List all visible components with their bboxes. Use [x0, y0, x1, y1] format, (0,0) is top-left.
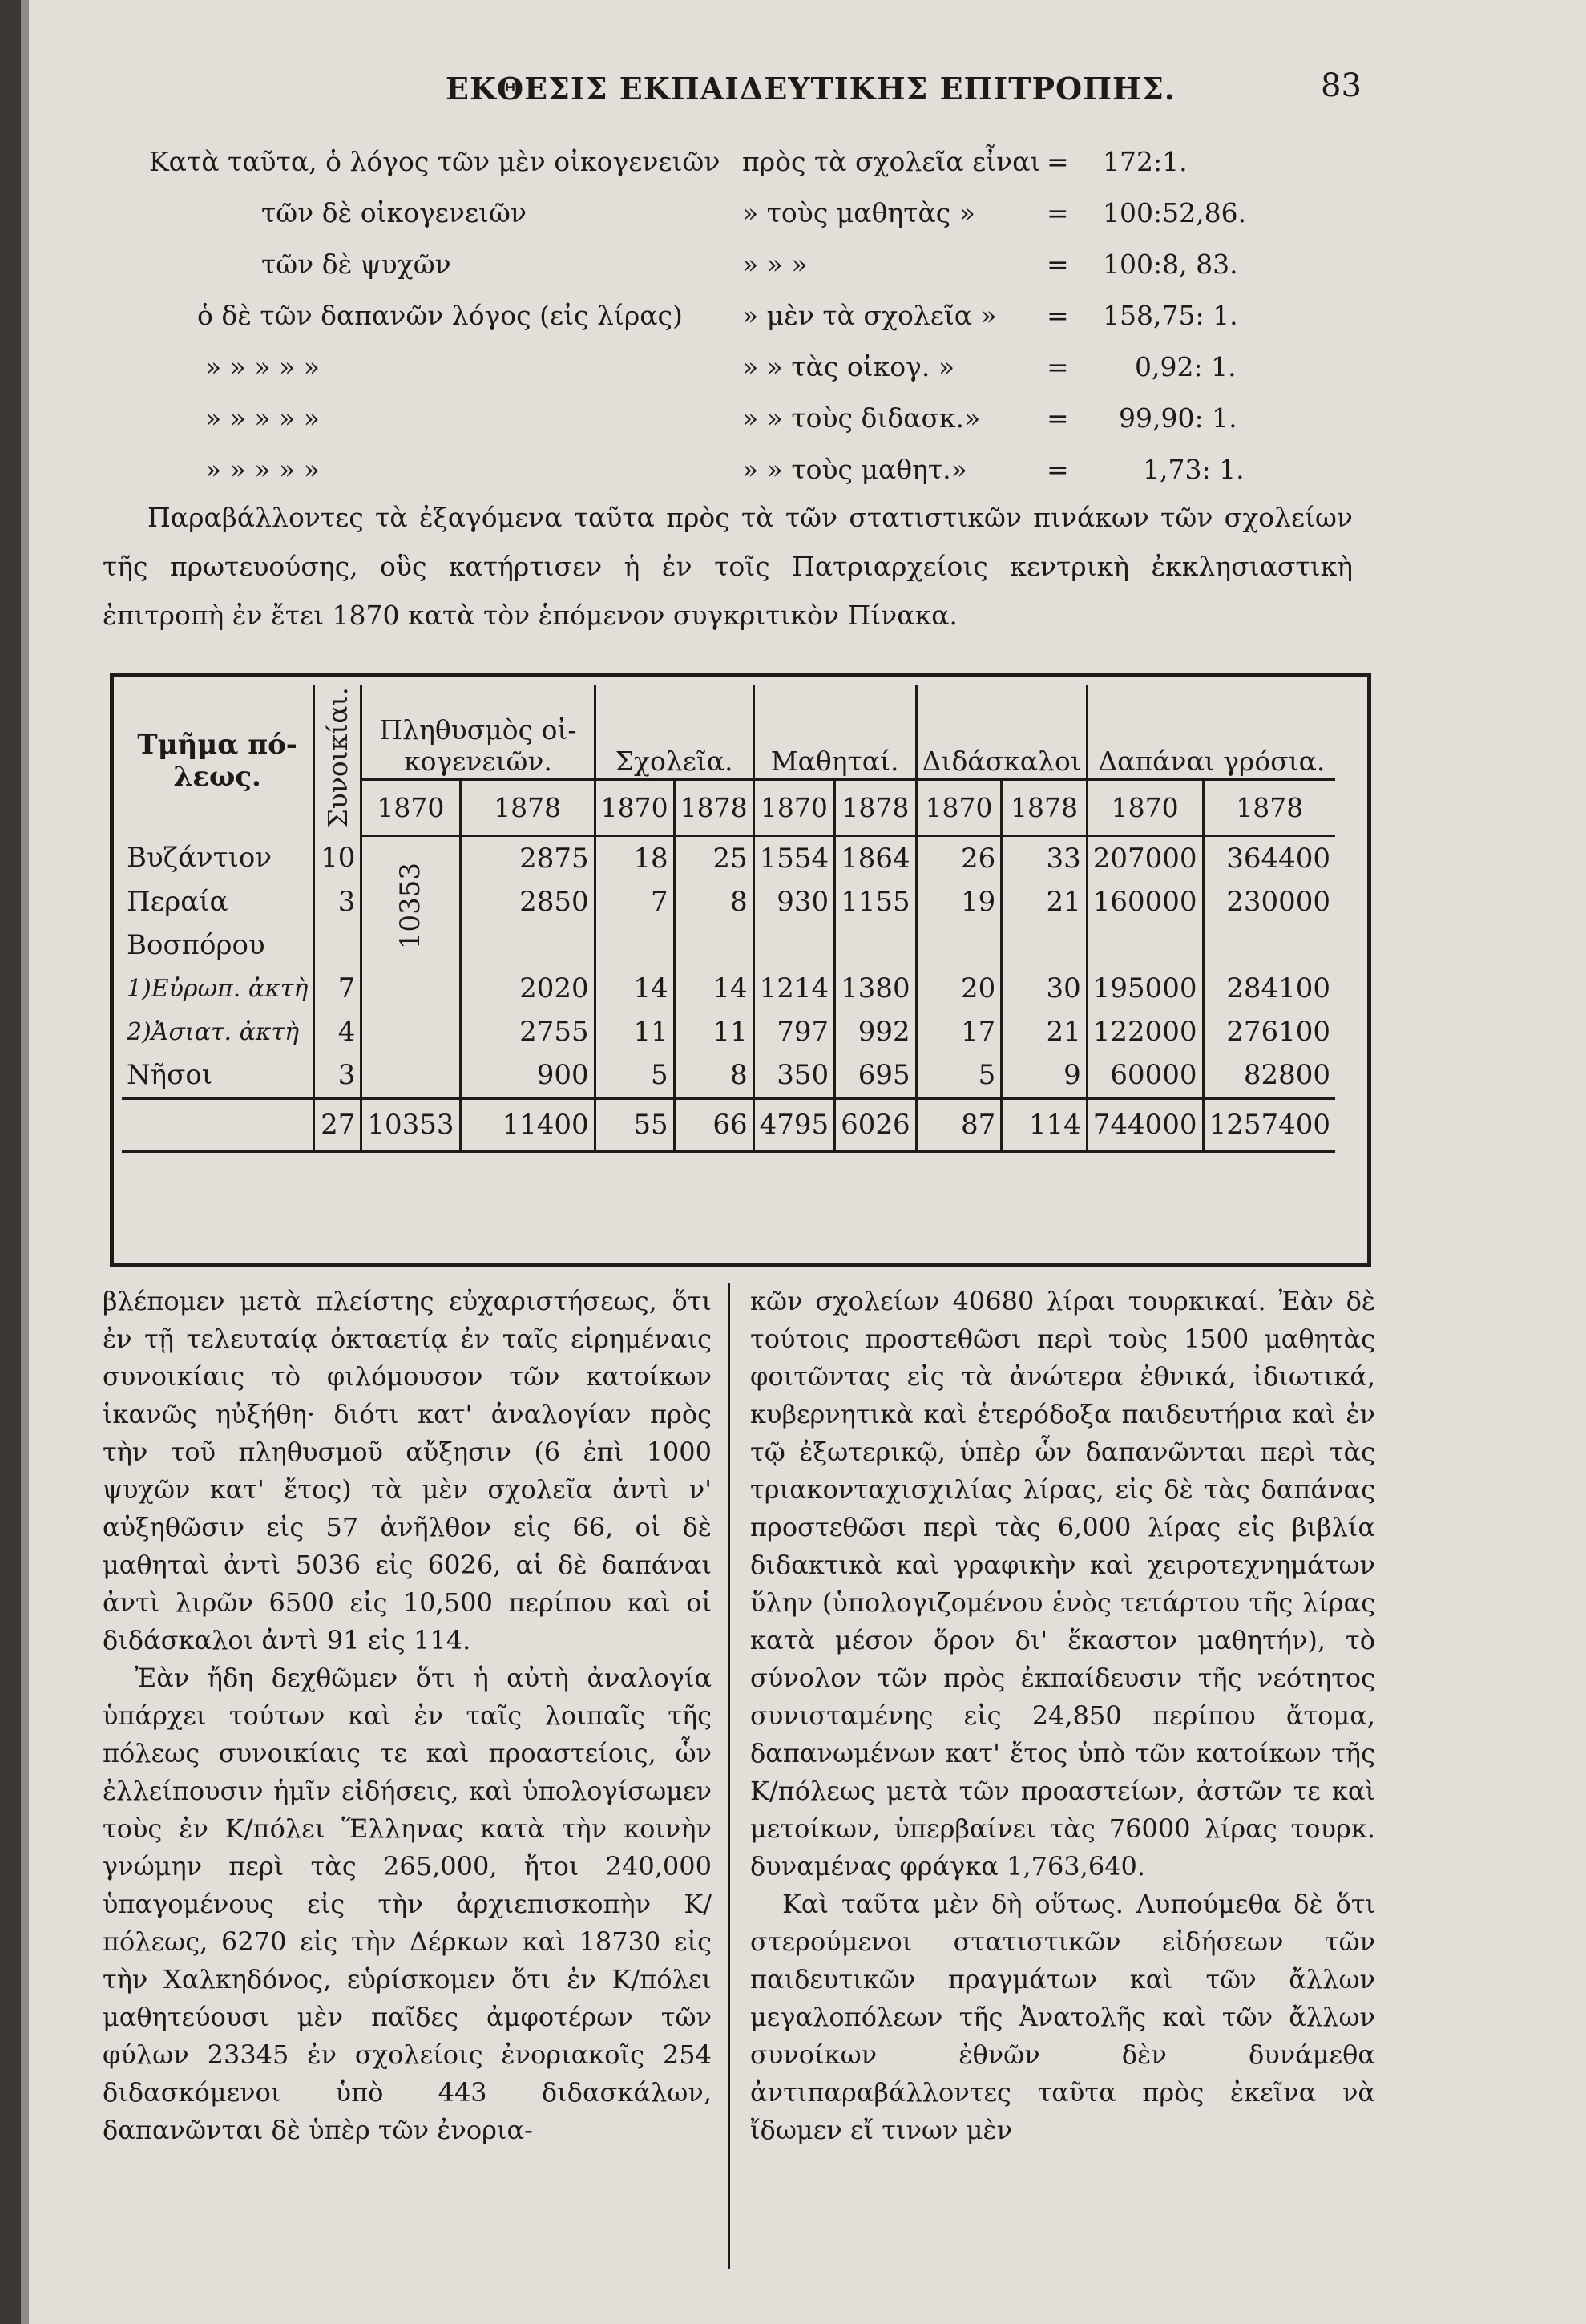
year-1870: 1870	[595, 779, 674, 835]
paragraph	[750, 1885, 1375, 2149]
total-schools-1870: 55	[595, 1098, 674, 1151]
left-column	[103, 1283, 712, 2149]
header-expenses: Δαπάναι γρόσια.	[1087, 685, 1335, 779]
year-1870: 1870	[1087, 779, 1203, 835]
cell-teachers-1878: 33	[1002, 836, 1088, 881]
total-synoikiai: 27	[314, 1098, 361, 1151]
paragraph-text: Καὶ ταῦτα μὲν δὴ οὕτως. Λυπούμεθα δὲ ὅτι στερούμενοι στατιστικῶν εἰδήσεων τῶν παιδευτικῶν πραγμάτων καὶ τῶν ἄλλων μεγαλοπόλεων τῆς Ἀνατολῆς καὶ τῶν ἄλλων συνοίκων ἐθνῶν δὲν δυνάμεθα ἀντιπαραβάλλοντες ταῦτα πρὸς ἐκεῖνα νὰ ἴδωμεν εἴ τινων μὲν	[750, 1889, 1375, 2145]
right-column	[750, 1283, 1375, 2149]
cell-synoikiai: 10	[314, 836, 361, 881]
ratio-equals: =	[1047, 351, 1069, 382]
ratio-relation: πρὸς τὰ σχολεῖα εἶναι	[742, 146, 1041, 177]
year-1870: 1870	[753, 779, 835, 835]
intro-text: Παραβάλλοντες τὰ ἐξαγόμενα ταῦτα πρὸς τὰ τῶν στατιστικῶν πινάκων τῶν σχολείων τῆς πρωτευούσης, οὓς κατήρτισεν ἡ ἐν τοῖς Πατριαρχείοις κεντρικὴ ἐκκλησιαστικὴ ἐπιτροπὴ ἐν ἔτει 1870 κατὰ τὸν ἑπόμενον συγκριτικὸν Πίνακα.	[103, 502, 1353, 631]
header-section: Τμῆμα πό-λεως.	[137, 728, 297, 793]
cell-expenses-1878: 284100	[1203, 967, 1335, 1010]
row-label: Νῆσοι	[127, 1059, 213, 1092]
total-teachers-1870: 87	[916, 1098, 1002, 1151]
ratio-equals: =	[1047, 249, 1069, 280]
cell-population-1878: 900	[460, 1053, 595, 1098]
table-header-row	[122, 685, 1335, 779]
cell-teachers-1870: 19	[916, 880, 1002, 924]
cell-expenses-1870: 160000	[1087, 880, 1203, 924]
cell-population-1878: 2020	[460, 967, 595, 1010]
total-schools-1878: 66	[674, 1098, 753, 1151]
paragraph-text: Ἐὰν ἤδη δεχθῶμεν ὅτι ἡ αὐτὴ ἀναλογία ὑπάρχει τούτων καὶ ἐν ταῖς λοιπαῖς τῆς πόλεως συνοικίαις τε καὶ προαστείοις, ὧν ἐλλείπουσιν ἡμῖν εἰδήσεις, καὶ ὑπολογίσωμεν τοὺς ἐν Κ/πόλει Ἕλληνας κατὰ τὴν κοινὴν γνώμην περὶ τὰς 265,000, ἤτοι 240,000 ὑπαγομένους εἰς τὴν ἀρχιεπισκοπὴν Κ/πόλεως, 6270 εἰς τὴν Δέρκων καὶ 18730 εἰς τὴν Χαλκηδόνος, εὑρίσκομεν ὅτι ἐν Κ/πόλει μαθητεύουσι μὲν παῖδες ἀμφοτέρων τῶν φύλων 23345 ἐν σχολείοις ἐνοριακοῖς 254 διδασκόμενοι ὑπὸ 443 διδασκάλων, δαπανῶνται δὲ ὑπὲρ τῶν ἐνορια-	[103, 1663, 712, 2145]
cell-schools-1878: 14	[674, 967, 753, 1010]
year-1878: 1878	[460, 779, 595, 835]
ratio-label: » » » » »	[205, 402, 320, 434]
paragraph: κῶν σχολείων 40680 λίραι τουρκικαί. Ἐὰν δὲ τούτοις προστεθῶσι περὶ τοὺς 1500 μαθητὰς φοιτῶντας εἰς τὰ ἀνώτερα ἐθνικά, ἰδιωτικά, κυβερνητικὰ καὶ ἑτερόδοξα παιδευτήρια καὶ ἐν τῷ ἐξωτερικῷ, ὑπὲρ ὧν δαπανῶνται περὶ τὰς τριακονταχισχιλίας λίρας, εἰς δὲ τὰς δαπάνας προστεθῶσι περὶ τὰς 6,000 λίρας εἰς βιβλία διδακτικὰ καὶ γραφικὴν καὶ χειροτεχνημάτων ὕλην (ὑπολογιζομένου ἑνὸς τετάρτου τῆς λίρας κατὰ μέσον ὅρον δι' ἕκαστον μαθητήν), τὸ σύνολον τῶν πρὸς ἐκπαίδευσιν τῆς νεότητος συνισταμένης εἰς 24,850 περίπου ἄτομα, δαπανωμένων κατ' ἔτος ὑπὸ τῶν κατοίκων τῆς Κ/πόλεως μετὰ τῶν προαστείων, ἀστῶν τε καὶ μετοίκων, ὑπερβαίνει τὰς 76000 λίρας τουρκ. δυναμένας φράγκα 1,763,640.	[750, 1286, 1375, 1881]
table-row	[122, 880, 1335, 924]
total-students-1878: 6026	[835, 1098, 917, 1151]
cell-synoikiai: 7	[314, 967, 361, 1010]
ratio-value: 100:8, 83.	[1103, 249, 1238, 280]
cell-students-1878: 992	[835, 1010, 917, 1053]
cell-population-1878: 2850	[460, 880, 595, 924]
paragraph: βλέπομεν μετὰ πλείστης εὐχαριστήσεως, ὅτι ἐν τῇ τελευταίᾳ ὀκταετίᾳ ἐν ταῖς εἰρημέναις συνοικίαις τὸ φιλόμουσον τῶν κατοίκων ἱκανῶς ηὐξήθη· διότι κατ' ἀναλογίαν πρὸς τὴν τοῦ πληθυσμοῦ αὔξησιν (6 ἐπὶ 1000 ψυχῶν κατ' ἔτος) τὰ μὲν σχολεῖα ἀντὶ ν' αὐξηθῶσιν εἰς 57 ἀνῆλθον εἰς 66, οἱ δὲ μαθηταὶ ἀντὶ 5036 εἰς 6026, αἱ δὲ δαπάναι ἀντὶ λιρῶν 6500 εἰς 10,500 περίπου καὶ οἱ διδάσκαλοι ἀντὶ 91 εἰς 114.	[103, 1286, 712, 1655]
row-label: Βυζάντιον	[127, 842, 272, 875]
binding-edge	[21, 0, 29, 2324]
book-page	[29, 0, 1586, 2324]
ratio-label: » » » » »	[205, 351, 320, 382]
total-teachers-1878: 114	[1002, 1098, 1088, 1151]
cell-students-1878: 1864	[835, 836, 917, 881]
total-label-empty	[122, 1098, 314, 1151]
cell-synoikiai: 3	[314, 1053, 361, 1098]
header-synoikiai	[314, 685, 361, 836]
table-row	[122, 836, 1335, 881]
cell-teachers-1870: 26	[916, 836, 1002, 881]
book-binding	[0, 0, 21, 2324]
comparison-table	[122, 685, 1335, 1153]
cell-students-1870: 930	[753, 880, 835, 924]
cell-schools-1878: 8	[674, 1053, 753, 1098]
total-population-1878: 11400	[460, 1098, 595, 1151]
ratio-relation: » » τοὺς διδασκ.»	[742, 402, 981, 434]
year-1878: 1878	[835, 779, 917, 835]
cell-expenses-1870: 122000	[1087, 1010, 1203, 1053]
row-label: 1)Εὐρωπ. ἀκτὴ	[127, 974, 309, 1003]
cell-students-1878: 695	[835, 1053, 917, 1098]
year-1870: 1870	[916, 779, 1002, 835]
ratio-equals: =	[1047, 146, 1069, 177]
cell-schools-1870: 7	[595, 880, 674, 924]
ratio-value: 158,75: 1.	[1103, 300, 1238, 331]
cell-students-1870: 797	[753, 1010, 835, 1053]
table-row	[122, 967, 1335, 1010]
cell-expenses-1870: 207000	[1087, 836, 1203, 881]
cell-students-1870: 1214	[753, 967, 835, 1010]
intro-paragraph	[103, 493, 1353, 640]
cell-expenses-1878: 82800	[1203, 1053, 1335, 1098]
table-row	[122, 1053, 1335, 1098]
ratio-value: 0,92: 1.	[1135, 351, 1237, 382]
total-students-1870: 4795	[753, 1098, 835, 1151]
cell-teachers-1870: 5	[916, 1053, 1002, 1098]
year-1870: 1870	[361, 779, 460, 835]
ratio-value: 100:52,86.	[1103, 197, 1247, 228]
header-students: Μαθηταί.	[753, 685, 916, 779]
ratio-relation: » μὲν τὰ σχολεῖα »	[742, 300, 997, 331]
cell-schools-1878: 11	[674, 1010, 753, 1053]
cell-schools-1870: 18	[595, 836, 674, 881]
cell-teachers-1870: 20	[916, 967, 1002, 1010]
cell-schools-1878: 25	[674, 836, 753, 881]
cell-expenses-1870: 195000	[1087, 967, 1203, 1010]
ratio-relation: » » »	[742, 249, 808, 280]
header-schools: Σχολεῖα.	[595, 685, 753, 779]
ratio-relation: » » τοὺς μαθητ.»	[742, 454, 967, 485]
cell-teachers-1878: 9	[1002, 1053, 1088, 1098]
ratio-equals: =	[1047, 197, 1069, 228]
cell-population-1878: 2755	[460, 1010, 595, 1053]
cell-students-1870: 1554	[753, 836, 835, 881]
table-total-row	[122, 1098, 1335, 1151]
running-header-title: ΕΚΘΕΣΙΣ ΕΚΠΑΙΔΕΥΤΙΚΗΣ ΕΠΙΤΡΟΠΗΣ.	[446, 71, 1176, 107]
year-1878: 1878	[1002, 779, 1088, 835]
header-synoikiai-text: Συνοικίαι.	[321, 687, 353, 828]
cell-expenses-1878: 276100	[1203, 1010, 1335, 1053]
page-number: 83	[1321, 67, 1362, 104]
ratio-equals: =	[1047, 454, 1069, 485]
cell-schools-1878: 8	[674, 880, 753, 924]
ratio-value: 1,73: 1.	[1143, 454, 1245, 485]
ratio-relation: » » τὰς οἰκογ. »	[742, 351, 955, 382]
cell-population-1878: 2875	[460, 836, 595, 881]
cell-schools-1870: 5	[595, 1053, 674, 1098]
cell-students-1878: 1380	[835, 967, 917, 1010]
row-subheading: Βοσπόρου	[127, 929, 265, 962]
ratio-value: 99,90: 1.	[1119, 402, 1237, 434]
row-label: Περαία	[127, 886, 228, 919]
total-population-1870: 10353	[361, 1098, 460, 1151]
ratio-equals: =	[1047, 300, 1069, 331]
paragraph	[103, 1659, 712, 2149]
cell-population-1870	[361, 836, 460, 1054]
total-expenses-1870: 744000	[1087, 1098, 1203, 1151]
header-teachers: Διδάσκαλοι	[916, 685, 1087, 779]
table-row	[122, 1010, 1335, 1053]
ratio-equals: =	[1047, 402, 1069, 434]
ratio-label: ὁ δὲ τῶν δαπανῶν λόγος (εἰς λίρας)	[197, 300, 683, 331]
row-label: 2)Ἀσιατ. ἀκτὴ	[127, 1017, 300, 1046]
year-1878: 1878	[674, 779, 753, 835]
table-subheading-row	[122, 924, 1335, 967]
cell-expenses-1878: 230000	[1203, 880, 1335, 924]
cell-expenses-1878: 364400	[1203, 836, 1335, 881]
cell-teachers-1878: 21	[1002, 880, 1088, 924]
total-expenses-1878: 1257400	[1203, 1098, 1335, 1151]
cell-teachers-1870: 17	[916, 1010, 1002, 1053]
header-population: Πληθυσμὸς οἰ-κογενειῶν.	[361, 685, 595, 779]
ratio-value: 172:1.	[1103, 146, 1188, 177]
cell-population-1870-text: 10353	[394, 863, 427, 950]
ratio-relation: » τοὺς μαθητὰς »	[742, 197, 975, 228]
cell-students-1878: 1155	[835, 880, 917, 924]
cell-teachers-1878: 30	[1002, 967, 1088, 1010]
cell-students-1870: 350	[753, 1053, 835, 1098]
cell-schools-1870: 14	[595, 967, 674, 1010]
column-divider	[728, 1283, 730, 2269]
cell-schools-1870: 11	[595, 1010, 674, 1053]
cell-population-1870-empty	[361, 1053, 460, 1098]
cell-synoikiai: 4	[314, 1010, 361, 1053]
comparison-table-frame	[110, 673, 1371, 1267]
cell-teachers-1878: 21	[1002, 1010, 1088, 1053]
cell-synoikiai: 3	[314, 880, 361, 924]
ratio-label: τῶν δὲ οἰκογενειῶν	[261, 197, 527, 228]
year-1878: 1878	[1203, 779, 1335, 835]
ratio-label: τῶν δὲ ψυχῶν	[261, 249, 451, 280]
ratio-label: » » » » »	[205, 454, 320, 485]
cell-expenses-1870: 60000	[1087, 1053, 1203, 1098]
ratio-label: Κατὰ ταῦτα, ὁ λόγος τῶν μὲν οἰκογενειῶν	[149, 146, 720, 177]
